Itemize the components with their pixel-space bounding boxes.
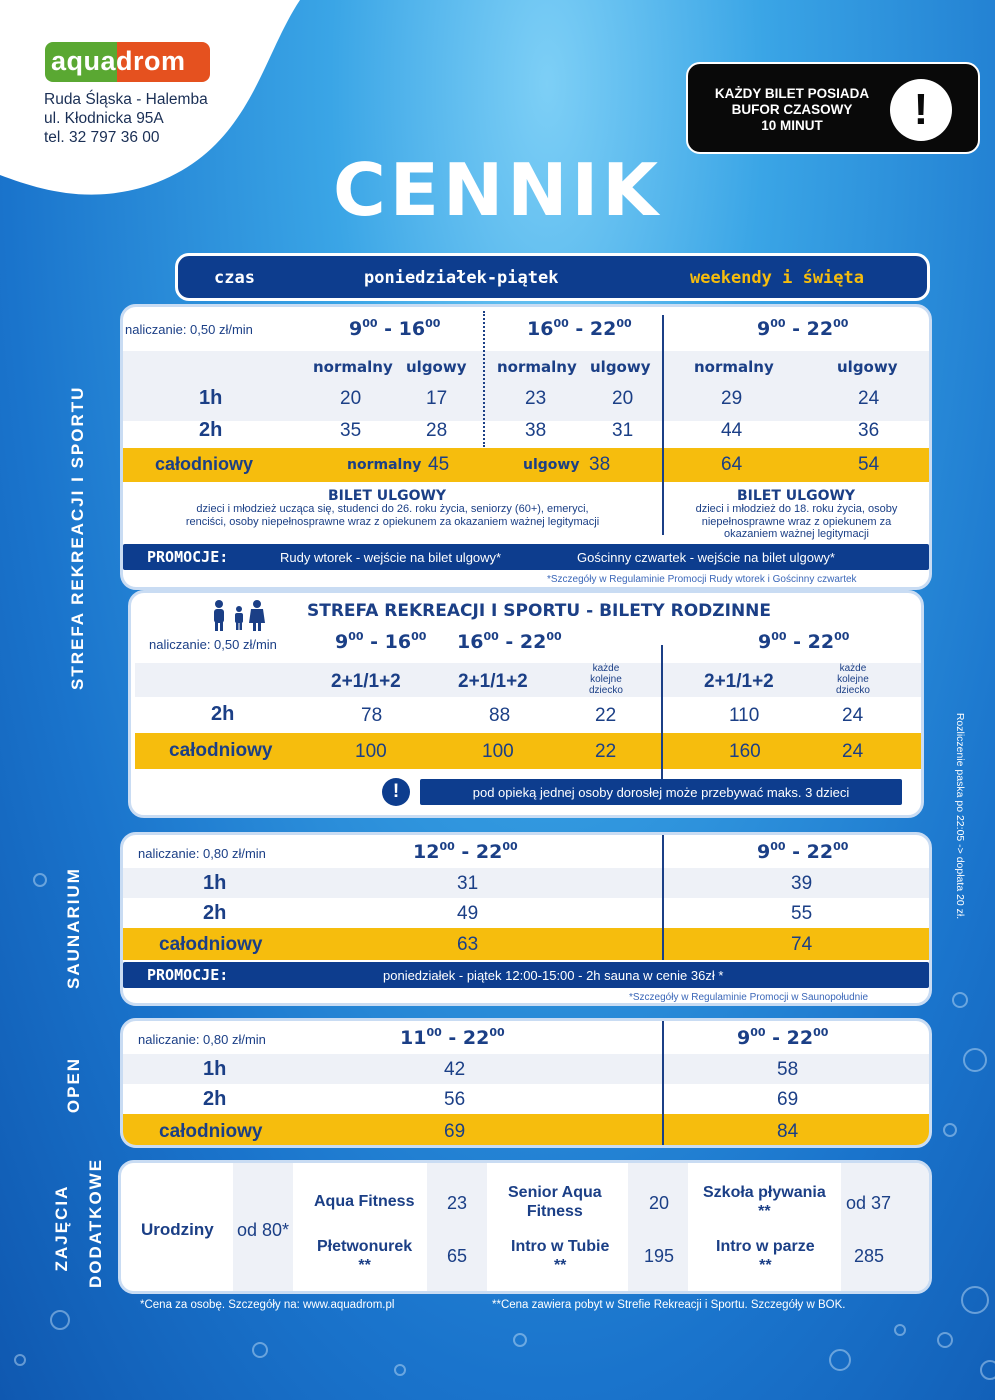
family-time-9-16: $9^{00} - 16^{00}$ (335, 630, 427, 653)
time-weekend-9-22: $9^{00} - 22^{00}$ (757, 317, 849, 340)
row-1h-label: 1h (199, 387, 223, 409)
price-2h-n2: 38 (525, 420, 547, 441)
urodziny-label: Urodziny (141, 1220, 214, 1239)
saunarium-card (120, 832, 932, 1006)
price-2h-n1: 35 (340, 420, 362, 441)
each-child-2: każde kolejne dziecko (836, 663, 870, 696)
sauna-1h-label: 1h (203, 872, 227, 894)
price-1h-wu: 24 (858, 388, 880, 409)
sauna-billing-rate: naliczanie: 0,80 zł/min (138, 846, 266, 861)
header-czas: czas (214, 268, 255, 288)
promo-rudy-wtorek: Rudy wtorek - wejście na bilet ulgowy* (280, 550, 502, 565)
ulgowy-title-right: BILET ULGOWY (737, 488, 856, 504)
sauna-day-label: całodniowy (159, 934, 263, 955)
price-1h-n1: 20 (340, 388, 362, 409)
promo-bar (123, 544, 929, 570)
family-day-p3: 22 (595, 741, 617, 762)
senior-aqua-price: 20 (649, 1193, 670, 1213)
family-2h-p1: 78 (361, 705, 383, 726)
open-1h-weekday: 42 (444, 1059, 466, 1080)
side-label-open: OPEN (64, 1056, 83, 1114)
page-title: CENNIK (332, 148, 663, 232)
col-normalny-2: normalny (497, 358, 577, 376)
family-2h-p3: 22 (595, 705, 617, 726)
open-billing-rate: naliczanie: 0,80 zł/min (138, 1032, 266, 1047)
family-tickets-card (128, 590, 924, 818)
family-2h-p2: 88 (489, 705, 511, 726)
sauna-1h-weekday: 31 (457, 873, 479, 894)
open-card (120, 1018, 932, 1148)
sauna-2h-weekend: 55 (791, 903, 813, 924)
sauna-1h-weekend: 39 (791, 873, 813, 894)
sauna-day-weekend: 74 (791, 934, 813, 955)
side-label-zajecia: ZAJĘCIA (52, 1184, 71, 1272)
intro-tubie-label: Intro w Tubie ** (511, 1238, 610, 1274)
price-1h-u2: 20 (612, 388, 634, 409)
day-ulgowy-price: 38 (589, 454, 611, 475)
family-time-16-22: $16^{00} - 22^{00}$ (457, 630, 562, 653)
combo-3: 2+1/1+2 (704, 671, 774, 692)
day-normalny-price: 45 (428, 454, 450, 475)
header-weekend: weekendy i święta (690, 268, 864, 288)
footer-right-note: **Cena zawiera pobyt w Strefie Rekreacji i Sportu. Szczegóły w BOK. (492, 1299, 846, 1311)
open-day-label: całodniowy (159, 1121, 263, 1142)
price-1h-u1: 17 (426, 388, 448, 409)
price-2h-u2: 31 (612, 420, 634, 441)
szkola-plywania-price: od 37 (846, 1193, 892, 1213)
logo-text: aquadrom (51, 46, 186, 76)
family-2h-p5: 24 (842, 705, 864, 726)
family-info-text: pod opieką jednej osoby dorosłej może przebywać maks. 3 dzieci (472, 785, 850, 800)
family-day-p1: 100 (355, 741, 387, 762)
family-icon (209, 599, 269, 631)
day-normalny-label: normalny (347, 457, 422, 473)
open-time-weekday: $11^{00} - 22^{00}$ (400, 1026, 505, 1049)
address-city: Ruda Śląska - Halemba (44, 91, 208, 108)
recreation-card (120, 304, 932, 590)
promo-goscinny-czwartek: Gościnny czwartek - wejście na bilet ulgowy* (577, 550, 835, 565)
sauna-time-weekend: $9^{00} - 22^{00}$ (757, 840, 849, 863)
address-street: ul. Kłodnicka 95A (44, 110, 164, 127)
sauna-2h-weekday: 49 (457, 903, 479, 924)
intro-parze-price: 285 (854, 1246, 885, 1266)
open-1h-weekend: 58 (777, 1059, 799, 1080)
time-buffer-notice (686, 62, 980, 154)
sauna-time-weekday: $12^{00} - 22^{00}$ (413, 840, 518, 863)
billing-rate: naliczanie: 0,50 zł/min (125, 322, 253, 337)
row-day-label: całodniowy (155, 454, 254, 474)
side-label-rekreacja: STREFA REKREACJI I SPORTU (68, 385, 87, 690)
time-16-22: $16^{00} - 22^{00}$ (527, 317, 632, 340)
aqua-fitness-price: 23 (447, 1193, 468, 1213)
family-day-label: całodniowy (169, 740, 273, 761)
open-2h-weekend: 69 (777, 1089, 799, 1110)
open-day-weekend: 84 (777, 1121, 799, 1142)
price-2h-wu: 36 (858, 420, 880, 441)
combo-2: 2+1/1+2 (458, 671, 528, 692)
ulgowy-desc-right: dzieci i młodzież do 18. roku życia, osoby niepełnosprawne wraz z opiekunem za okazaniem ważnej legitymacji (695, 503, 898, 540)
family-time-weekend: $9^{00} - 22^{00}$ (758, 630, 850, 653)
price-2h-wn: 44 (721, 420, 743, 441)
price-1h-wn: 29 (721, 388, 743, 409)
col-ulgowy-2: ulgowy (590, 358, 651, 376)
side-label-dodatkowe: DODATKOWE (86, 1157, 105, 1288)
sauna-promo-bar (123, 962, 929, 988)
open-time-weekend: $9^{00} - 22^{00}$ (737, 1026, 829, 1049)
family-billing-rate: naliczanie: 0,50 zł/min (149, 637, 277, 652)
extra-classes-card (118, 1160, 932, 1294)
col-normalny-3: normalny (694, 358, 774, 376)
combo-1: 2+1/1+2 (331, 671, 401, 692)
right-side-note: Rozliczenie paska po 22:05 -> dopłata 20 zł. (954, 712, 966, 920)
senior-aqua-label: Senior Aqua Fitness (508, 1184, 602, 1220)
sauna-promo-footnote: *Szczegóły w Regulaminie Promocji w Saunopołudnie (629, 992, 869, 1003)
intro-parze-label: Intro w parze ** (716, 1238, 815, 1274)
time-header-bar (175, 253, 930, 301)
sauna-2h-label: 2h (203, 902, 227, 924)
open-2h-weekday: 56 (444, 1089, 466, 1110)
address-phone: tel. 32 797 36 00 (44, 129, 160, 146)
side-label-saunarium: SAUNARIUM (64, 867, 83, 989)
ulgowy-desc-left: dzieci i młodzież ucząca się, studenci do 26. roku życia, seniorzy (60+), emeryci, renciści, osoby niepełnosprawne wraz z opiekunem za okazaniem ważnej legitymacji (185, 503, 600, 528)
szkola-plywania-label: Szkoła pływania ** (703, 1184, 826, 1220)
each-child-1: każde kolejne dziecko (589, 663, 623, 696)
header-weekday: poniedziałek-piątek (364, 268, 559, 288)
price-1h-n2: 23 (525, 388, 547, 409)
notice-line-2: BUFOR CZASOWY (731, 102, 853, 117)
sauna-promo-label: PROMOCJE: (147, 966, 229, 984)
open-2h-label: 2h (203, 1088, 227, 1110)
ulgowy-title-left: BILET ULGOWY (328, 488, 447, 504)
sauna-day-weekday: 63 (457, 934, 479, 955)
family-2h-label: 2h (211, 703, 235, 725)
day-weekend-n: 64 (721, 454, 743, 475)
urodziny-price: od 80* (237, 1220, 290, 1240)
family-info-bar (420, 779, 902, 805)
exclamation-icon: ! (890, 79, 952, 141)
col-normalny-1: normalny (313, 358, 393, 376)
address-block (44, 90, 208, 147)
aqua-fitness-label: Aqua Fitness (314, 1193, 415, 1210)
sauna-promo-text: poniedziałek - piątek 12:00-15:00 - 2h sauna w cenie 36zł * (383, 968, 724, 983)
day-weekend-u: 54 (858, 454, 880, 475)
family-day-p4: 160 (729, 741, 761, 762)
price-2h-u1: 28 (426, 420, 448, 441)
open-1h-label: 1h (203, 1058, 227, 1080)
day-ulgowy-label: ulgowy (523, 457, 580, 473)
row-2h-label: 2h (199, 419, 223, 441)
intro-tubie-price: 195 (644, 1246, 675, 1266)
time-9-16: $9^{00} - 16^{00}$ (349, 317, 441, 340)
aquadrom-logo[interactable] (45, 42, 210, 82)
col-ulgowy-1: ulgowy (406, 358, 467, 376)
promo-footnote: *Szczegóły w Regulaminie Promocji Rudy wtorek i Gościnny czwartek (547, 574, 857, 585)
family-title: STREFA REKREACJI I SPORTU - BILETY RODZINNE (307, 601, 772, 621)
notice-line-1: KAŻDY BILET POSIADA (714, 86, 870, 101)
footer-left-note: *Cena za osobę. Szczegóły na: www.aquadrom.pl (140, 1299, 395, 1311)
pletwonurek-price: 65 (447, 1246, 468, 1266)
family-2h-p4: 110 (729, 705, 760, 726)
promo-label: PROMOCJE: (147, 548, 229, 566)
notice-line-3: 10 MINUT (761, 118, 823, 133)
col-ulgowy-3: ulgowy (837, 358, 898, 376)
family-day-p2: 100 (482, 741, 514, 762)
pletwonurek-label: Płetwonurek ** (317, 1238, 413, 1274)
family-day-p5: 24 (842, 741, 864, 762)
info-exclamation-icon: ! (382, 778, 410, 806)
open-day-weekday: 69 (444, 1121, 466, 1142)
